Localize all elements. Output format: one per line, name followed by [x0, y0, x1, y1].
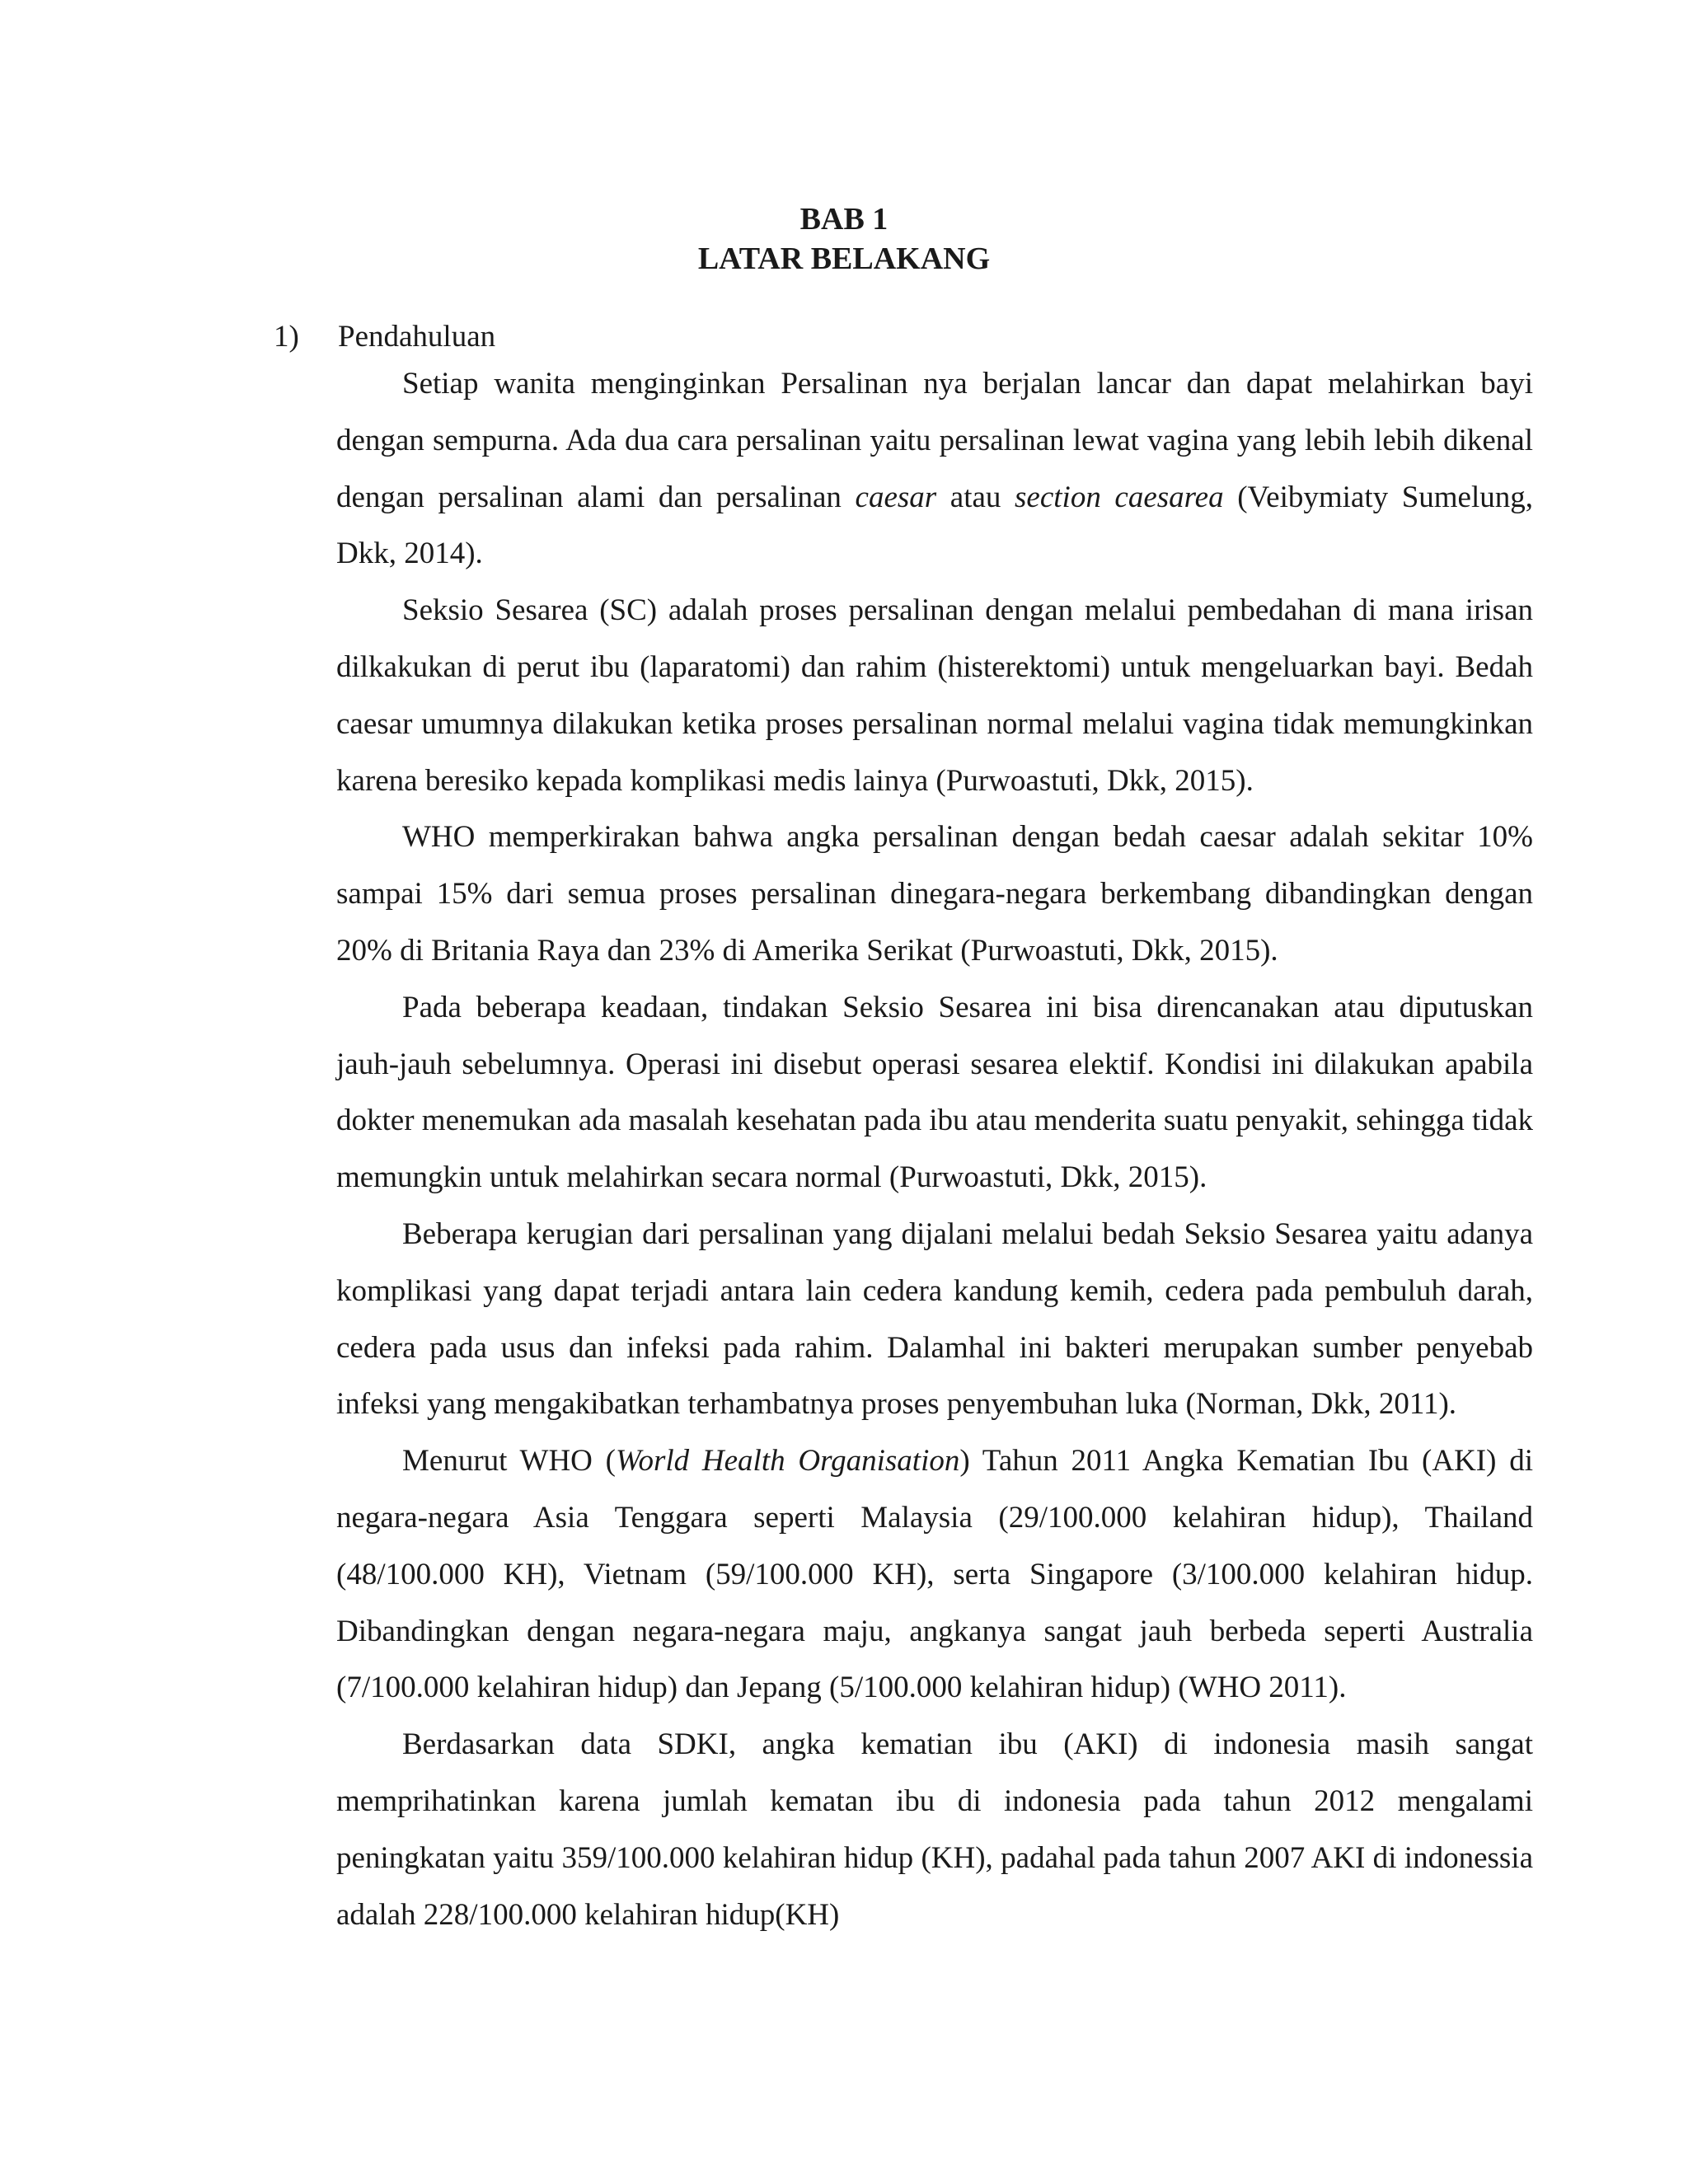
italic-term: World Health Organisation — [616, 1444, 960, 1479]
paragraph-3: WHO memperkirakan bahwa angka persalinan dengan bedah caesar adalah sekitar 10% sampai 15% dari semua proses persalinan dinegara-negara berkembang dibandingkan dengan 20% di Britania Raya dan 23% di Amerika Serikat (Purwoastuti, Dkk, 2015). — [336, 820, 1533, 968]
chapter-title: LATAR BELAKANG — [697, 241, 991, 276]
paragraph-5: Beberapa kerugian dari persalinan yang dijalani melalui bedah Seksio Sesarea yaitu adanya komplikasi yang dapat terjadi antara lain cedera kandung kemih, cedera pada pembuluh darah, cedera pada usus dan infeksi pada rahim. Dalamhal ini bakteri merupakan sumber penyebab infeksi yang mengakibatkan terhambatnya proses penyembuhan luka (Norman, Dkk, 2011). — [336, 1216, 1533, 1422]
section-heading — [274, 317, 495, 357]
section-number: 1) — [274, 320, 299, 354]
paragraph-4: Pada beberapa keadaan, tindakan Seksio Sesarea ini bisa direncanakan atau diputuskan jauh-jauh sebelumnya. Operasi ini disebut operasi sesarea elektif. Kondisi ini dilakukan apabila dokter menemukan ada masalah kesehatan pada ibu atau menderita suatu penyakit, sehingga tidak memungkin untuk melahirkan secara normal (Purwoastuti, Dkk, 2015). — [336, 990, 1533, 1195]
paragraph-2: Seksio Sesarea (SC) adalah proses persalinan dengan melalui pembedahan di mana irisan dilkakukan di perut ibu (laparatomi) dan rahim (histerektomi) untuk mengeluarkan bayi. Bedah caesar umumnya dilakukan ketika proses persalinan normal melalui vagina tidak memungkinkan karena beresiko kepada komplikasi medis lainya (Purwoastuti, Dkk, 2015). — [336, 593, 1533, 798]
italic-term: section caesarea — [1015, 480, 1224, 514]
italic-term: caesar — [855, 480, 937, 514]
chapter-number: BAB 1 — [799, 202, 889, 237]
paragraph-1: Setiap wanita menginginkan Persalinan nya berjalan lancar dan dapat melahirkan bayi dengan sempurna. Ada dua cara persalinan yaitu persalinan lewat vagina yang lebih lebih dikenal dengan persalinan alami dan persalinan caesar atau section caesarea (Veibymiaty Sumelung, Dkk, 2014). — [336, 367, 1534, 571]
paragraph-6: Menurut WHO (World Health Organisation) Tahun 2011 Angka Kematian Ibu (AKI) di negara-negara Asia Tenggara seperti Malaysia (29/100.000 kelahiran hidup), Thailand (48/100.000 KH), Vietnam (59/100.000 KH), serta Singapore (3/100.000 kelahiran hidup. Dibandingkan dengan negara-negara maju, angkanya sangat jauh berbeda seperti Australia (7/100.000 kelahiran hidup) dan Jepang (5/100.000 kelahiran hidup) (WHO 2011). — [336, 1444, 1533, 1705]
chapter-heading — [0, 199, 1688, 279]
section-title: Pendahuluan — [338, 320, 496, 354]
body-text — [336, 356, 1533, 1943]
paragraph-7: Berdasarkan data SDKI, angka kematian ibu (AKI) di indonesia masih sangat memprihatinkan karena jumlah kematan ibu di indonesia pada tahun 2012 mengalami peningkatan yaitu 359/100.000 kelahiran hidup (KH), padahal pada tahun 2007 AKI di indonessia adalah 228/100.000 kelahiran hidup(KH) — [336, 1727, 1533, 1932]
